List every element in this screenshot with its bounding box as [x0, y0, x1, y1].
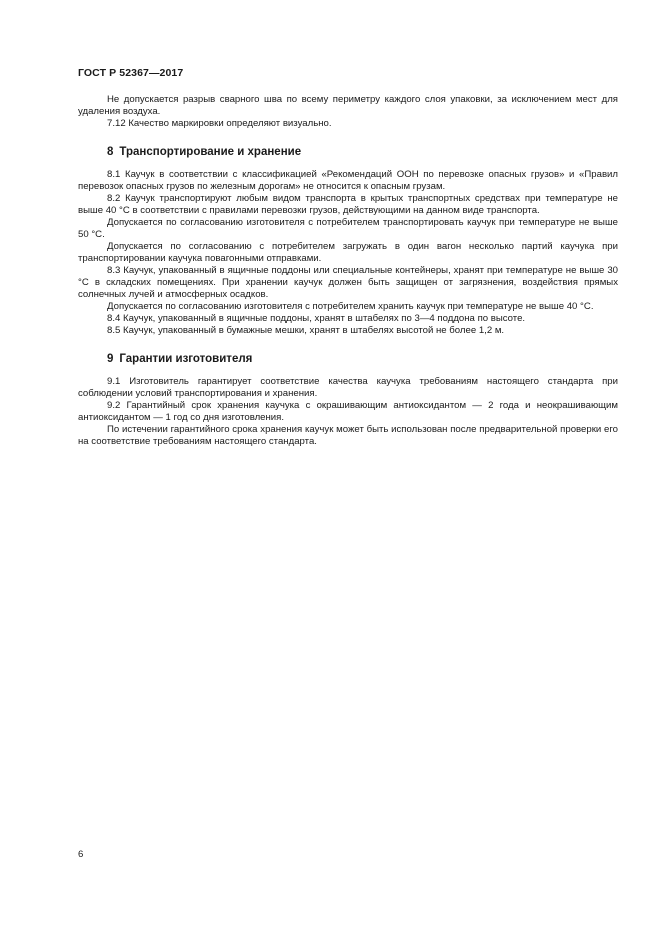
page-number: 6 [78, 849, 84, 860]
paragraph: 8.1 Каучук в соответствии с классификацией «Рекомендаций ООН по перевозке опасных грузов» и «Правил перевозок опасных грузов по железным дорогам» не относится к опасным грузам. [78, 169, 618, 192]
section-title: Гарантии изготовителя [119, 353, 253, 365]
section-number: 9 [107, 353, 114, 365]
paragraph: По истечении гарантийного срока хранения каучук может быть использован после предварительной проверки его на соответствие требованиям настоящего стандарта. [78, 424, 618, 447]
section-9-heading [78, 352, 618, 366]
paragraph: Допускается по согласованию изготовителя с потребителем хранить каучук при температуре не выше 40 °С. [107, 301, 594, 312]
paragraph: Не допускается разрыв сварного шва по всему периметру каждого слоя упаковки, за исключением мест для удаления воздуха. [78, 94, 618, 117]
paragraph: 8.4 Каучук, упакованный в ящичные поддоны, хранят в штабелях по 3—4 поддона по высоте. [107, 313, 526, 324]
paragraph: 9.2 Гарантийный срок хранения каучука с окрашивающим антиоксидантом — 2 года и неокрашивающим антиоксидантом — 1 год со дня изготовления. [78, 400, 618, 423]
paragraph: 7.12 Качество маркировки определяют визуально. [107, 118, 332, 129]
paragraph: 9.1 Изготовитель гарантирует соответствие качества каучука требованиям настоящего стандарта при соблюдении условий транспортирования и хранения. [78, 376, 618, 399]
standard-header: ГОСТ Р 52367—2017 [78, 67, 184, 79]
paragraph: 8.2 Каучук транспортируют любым видом транспорта в крытых транспортных средствах при температуре не выше 40 °С в соответствии с правилами перевозки грузов, действующими на данном виде транспорта. [78, 193, 618, 216]
document-body [78, 94, 618, 448]
paragraph: Допускается по согласованию изготовителя с потребителем транспортировать каучук при температуре не выше 50 °С. [78, 217, 618, 240]
section-number: 8 [107, 146, 114, 158]
paragraph: 8.3 Каучук, упакованный в ящичные поддоны или специальные контейнеры, хранят при температуре не выше 30 °С в складских помещениях. При хранении каучук должен быть защищен от загрязнения, воздействия прямых солнечных лучей и атмосферных осадков. [78, 265, 618, 300]
section-title: Транспортирование и хранение [119, 146, 302, 158]
section-8-heading [78, 145, 618, 159]
paragraph: Допускается по согласованию с потребителем загружать в один вагон несколько партий каучука при транспортировании каучука повагонными отправками. [78, 241, 618, 264]
paragraph: 8.5 Каучук, упакованный в бумажные мешки, хранят в штабелях высотой не более 1,2 м. [107, 325, 505, 336]
